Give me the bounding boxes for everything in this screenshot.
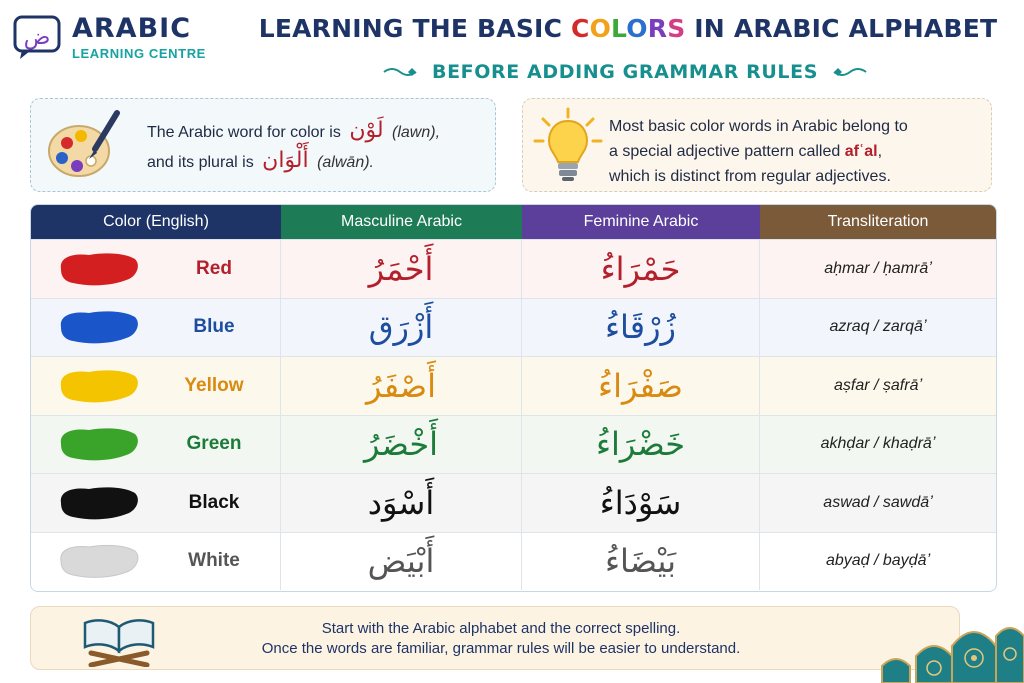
info-box-word-for-color (30, 98, 496, 192)
info-line-text: and its plural is (147, 154, 254, 171)
arabic-masculine: أَزْرَق (368, 308, 434, 347)
arabic-word-lawn: لَوْن (349, 118, 384, 143)
title-part-1: LEARNING THE BASIC (258, 14, 572, 43)
arabic-masculine: أَسْوَد (367, 483, 435, 522)
cell-feminine (522, 240, 760, 298)
cell-masculine (281, 416, 522, 474)
transliteration: aswad / sawdāʼ (823, 493, 933, 511)
footer-line-1: Start with the Arabic alphabet and the correct spelling. (321, 620, 681, 637)
cell-masculine (281, 474, 522, 532)
flourish-right-icon (832, 64, 868, 80)
info-line-text: a special adjective pattern called (609, 143, 841, 160)
arabic-feminine: سَوْدَاءُ (599, 483, 682, 522)
footer-line-2: Once the words are familiar, grammar rules will be easier to understand. (261, 640, 741, 657)
transliteration: azraq / zarqāʼ (829, 318, 927, 336)
cell-color-english (31, 357, 281, 415)
cell-masculine (281, 533, 522, 591)
logo-title: ARABIC (72, 13, 192, 44)
header-masculine: Masculine Arabic (281, 205, 522, 239)
transliteration: aḥmar / ḥamrāʼ (824, 259, 932, 277)
table-row (31, 239, 996, 298)
table-body (31, 239, 996, 590)
cell-feminine (522, 533, 760, 591)
subtitle-row (330, 58, 920, 86)
arabic-feminine: زُرْقَاءُ (605, 308, 676, 347)
color-name: Red (196, 257, 232, 279)
cell-color-english (31, 299, 281, 357)
paint-swatch-icon (55, 366, 141, 406)
cell-transliteration (760, 357, 996, 415)
pattern-afal: afʿal (844, 143, 878, 160)
title-letter: O (589, 14, 612, 43)
title-letter: S (667, 14, 686, 43)
arabic-feminine: خَضْرَاءُ (595, 425, 686, 464)
info-line-text: , (877, 143, 883, 160)
title-part-2: IN ARABIC ALPHABET (685, 14, 998, 43)
arabic-masculine: أَبْيَض (367, 542, 435, 581)
translit-alwan: (alwān). (317, 154, 374, 171)
logo-glyph: ض (23, 25, 51, 50)
color-name: Black (188, 491, 240, 513)
cell-transliteration (760, 240, 996, 298)
arabic-masculine: أَصْفَرُ (366, 366, 436, 405)
color-name: Yellow (184, 374, 244, 396)
logo (72, 14, 206, 61)
paint-swatch-icon (55, 424, 141, 464)
cell-color-english (31, 533, 281, 591)
paint-swatch-icon (55, 249, 141, 289)
cell-transliteration (760, 416, 996, 474)
header-transliteration: Transliteration (760, 205, 996, 239)
colors-table (30, 204, 997, 592)
cell-color-english (31, 416, 281, 474)
footer-note (30, 606, 960, 670)
info-line-text: which is distinct from regular adjectives. (609, 168, 891, 185)
paint-swatch-icon (55, 541, 141, 581)
title-letter: O (626, 14, 648, 43)
page-title (238, 14, 1018, 43)
cell-transliteration (760, 299, 996, 357)
title-letter: R (647, 14, 668, 43)
table-row (31, 473, 996, 532)
color-name: White (188, 550, 240, 572)
title-letter: C (571, 14, 590, 43)
paint-swatch-icon (55, 307, 141, 347)
header-feminine: Feminine Arabic (522, 205, 760, 239)
cell-color-english (31, 474, 281, 532)
info-line-text: The Arabic word for color is (147, 124, 341, 141)
translit-lawn: (lawn), (392, 124, 441, 141)
info-text-right (609, 114, 908, 189)
paint-swatch-icon (55, 483, 141, 523)
info-text-left (147, 117, 440, 177)
cell-transliteration (760, 533, 996, 591)
islamic-geometric-ornament (876, 596, 1024, 683)
arabic-feminine: حَمْرَاءُ (600, 249, 681, 288)
palette-icon (45, 109, 121, 183)
cell-masculine (281, 357, 522, 415)
cell-masculine (281, 299, 522, 357)
quran-on-stand-icon (81, 613, 157, 667)
header-color-english: Color (English) (31, 205, 281, 239)
flourish-left-icon (382, 64, 418, 80)
cell-transliteration (760, 474, 996, 532)
page-subtitle: BEFORE ADDING GRAMMAR RULES (432, 61, 818, 83)
table-row (31, 532, 996, 591)
arabic-word-alwan: أَلْوَان (262, 148, 309, 173)
cell-color-english (31, 240, 281, 298)
color-name: Blue (193, 316, 235, 338)
title-letter: L (611, 14, 627, 43)
cell-feminine (522, 357, 760, 415)
transliteration: abyaḍ / bayḍāʼ (825, 552, 931, 570)
arabic-feminine: بَيْضَاءُ (604, 542, 677, 581)
info-box-adjective-pattern (522, 98, 992, 192)
lightbulb-icon (533, 107, 603, 185)
speech-bubble-icon (12, 14, 62, 60)
table-row (31, 298, 996, 357)
table-header (31, 205, 996, 239)
arabic-feminine: صَفْرَاءُ (598, 366, 683, 405)
transliteration: aṣfar / ṣafrāʼ (833, 376, 923, 394)
footer-text (181, 619, 821, 659)
logo-subtitle: LEARNING CENTRE (72, 46, 206, 61)
transliteration: akhḍar / khaḍrāʼ (820, 435, 936, 453)
table-row (31, 415, 996, 474)
color-name: Green (186, 433, 242, 455)
cell-feminine (522, 299, 760, 357)
cell-feminine (522, 474, 760, 532)
cell-feminine (522, 416, 760, 474)
table-row (31, 356, 996, 415)
arabic-masculine: أَحْمَرُ (368, 249, 434, 288)
cell-masculine (281, 240, 522, 298)
info-line-text: Most basic color words in Arabic belong to (609, 118, 908, 135)
arabic-masculine: أَخْضَرُ (363, 425, 439, 464)
